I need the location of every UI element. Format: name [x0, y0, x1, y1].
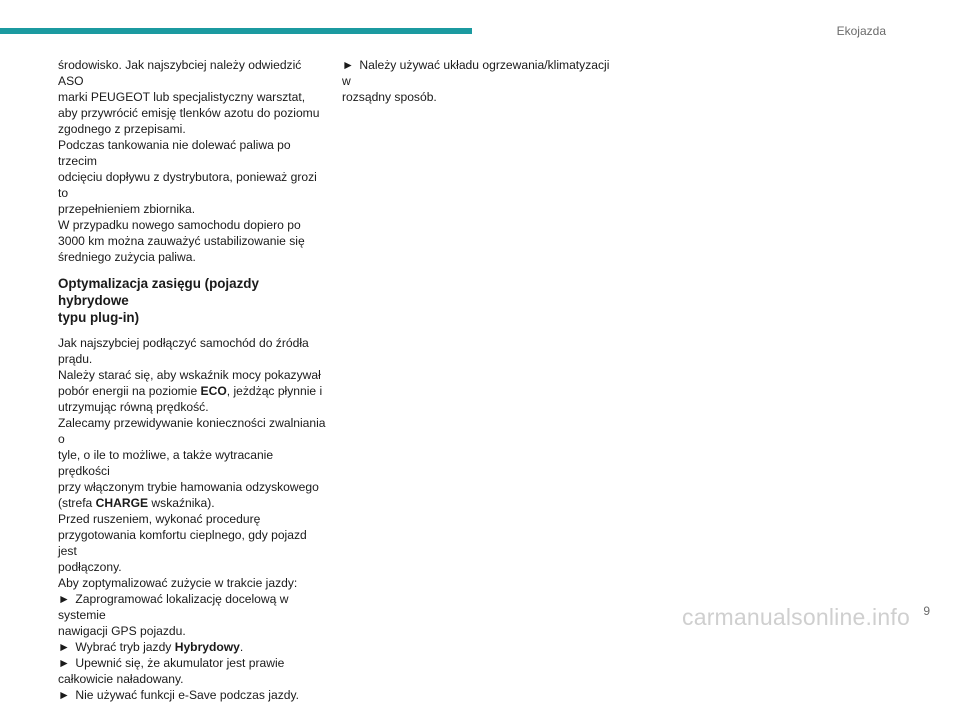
bullet-arrow-icon: ►	[58, 640, 70, 654]
section-heading: Optymalizacja zasięgu (pojazdy hybrydowe typu plug-in)	[58, 276, 259, 325]
hybrid-mode-label: Hybrydowy	[174, 640, 240, 654]
header-accent-bar	[0, 28, 472, 34]
bullet-arrow-icon: ►	[342, 58, 354, 72]
bullet-arrow-icon: ►	[58, 688, 70, 702]
watermark-text: carmanualsonline.info	[682, 604, 910, 630]
page-number: 9	[923, 604, 930, 618]
bullet-arrow-icon: ►	[58, 592, 70, 606]
intro-paragraph: środowisko. Jak najszybciej należy odwiedzić ASO marki PEUGEOT lub specjalistyczny warsztat, aby przywrócić emisję tlenków azotu do poziomu zgodnego z przepisami. Podczas tankowania nie dolewać paliwa po trzecim odcięciu dopływu z dystrybutora, ponieważ grozi to przepełnieniem zbiornika. W przypadku nowego samochodu dopiero po 3000 km można zauważyć ustabilizowanie się średniego zużycia paliwa.	[58, 58, 320, 264]
left-column	[58, 57, 328, 703]
section-title: Ekojazda	[836, 24, 886, 38]
body-paragraph: Jak najszybciej podłączyć samochód do źródła prądu. Należy starać się, aby wskaźnik mocy pokazywał pobór energii na poziomie ECO, jeżdżąc płynnie i utrzymując równą prędkość. Zalecamy przewidywanie konieczności zwalniania o tyle, o ile to możliwe, a także wytracanie prędkości przy włączonym trybie hamowania odzyskowego (strefa CHARGE wskaźnika). Przed ruszeniem, wykonać procedurę przygotowania komfortu cieplnego, gdy pojazd jest podłączony. Aby zoptymalizować zużycie w trakcie jazdy: ► Zaprogramować lokalizację docelową w systemie nawigacji GPS pojazdu. ► Wybrać tryb jazdy Hybrydowy. ► Upewnić się, że akumulator jest prawie całkowicie naładowany. ► Nie używać funkcji e-Save podczas jazdy.	[58, 336, 326, 702]
eco-label: ECO	[200, 384, 227, 398]
right-column	[342, 57, 612, 105]
charge-label: CHARGE	[95, 496, 149, 510]
bullet-arrow-icon: ►	[58, 656, 70, 670]
body-paragraph: ► Należy używać układu ogrzewania/klimatyzacji w rozsądny sposób.	[342, 58, 610, 104]
